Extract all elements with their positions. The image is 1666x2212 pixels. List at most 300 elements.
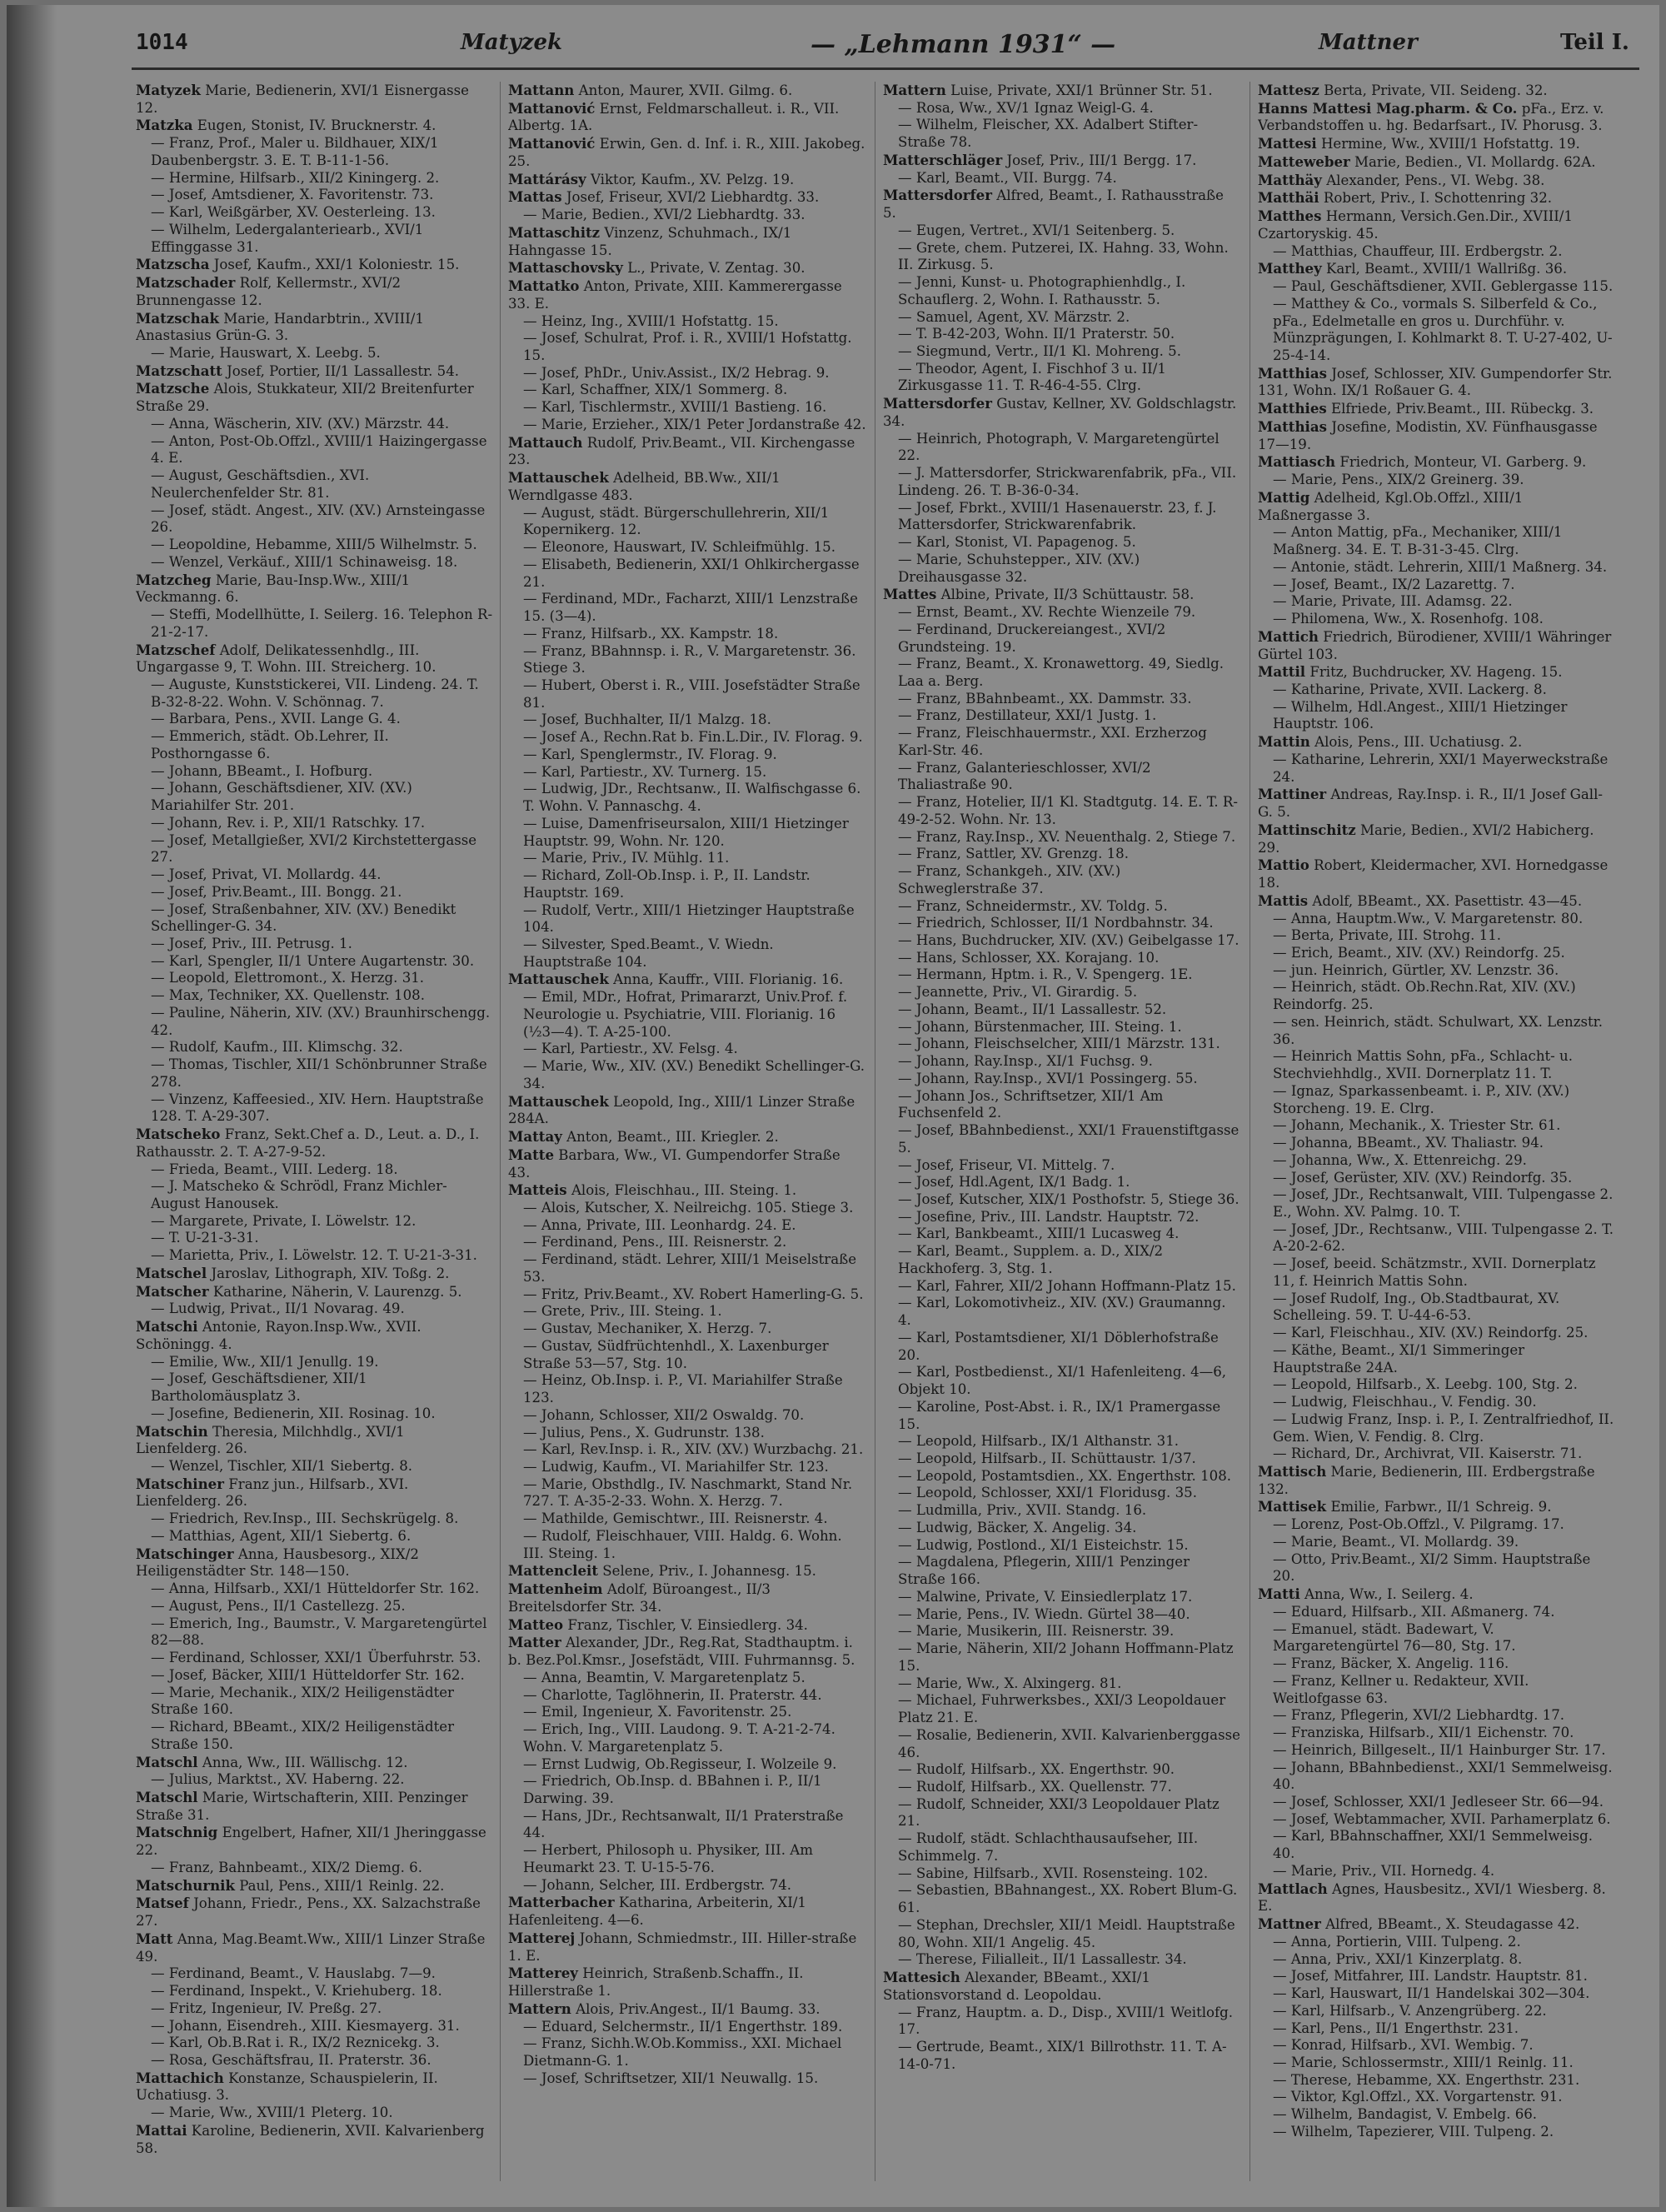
entry-text: — Franz, Beamt., X. Kronawettorg. 49, Siedlg. Laa a. Berg. (898, 656, 1225, 689)
entry-text: — Jenni, Kunst- u. Photographienhdlg., I. Schauflerg. 2, Wohn. I. Rathausstr. 5. (898, 274, 1186, 307)
entry-text: — Franz, BBahnnsp. i. R., V. Margaretenstr. 36. Stiege 3. (523, 642, 856, 677)
entry-text: — Ludmilla, Priv., XVII. Standg. 16. (898, 1502, 1147, 1519)
entry-text: — Franz, Fleischhauermstr., XXI. Erzherzog Karl-Str. 46. (898, 725, 1207, 758)
directory-entry (1258, 1725, 1616, 1742)
directory-entry (508, 867, 866, 901)
entry-text: — Marie, Ww., XIV. (XV.) Benedikt Schellinger-G. 34. (523, 1058, 865, 1091)
column-divider (500, 82, 501, 2181)
entry-text: — Mathilde, Gemischtwr., III. Reisnerstr. 4. (523, 1510, 828, 1527)
directory-entry (1258, 1655, 1616, 1673)
entry-surname: Matteis (508, 1181, 567, 1199)
directory-entry (136, 815, 494, 832)
page-edge-shadow (7, 5, 57, 2207)
entry-text: — Marie, Ww., XVIII/1 Pleterg. 10. (151, 2105, 393, 2121)
directory-entry (136, 416, 494, 433)
entry-text: — Paul, Geschäftsdiener, XVII. Geblergasse 115. (1273, 278, 1614, 295)
directory-entry (136, 1580, 494, 1598)
directory-entry (136, 1265, 494, 1283)
directory-entry (508, 1965, 866, 2000)
directory-entry (508, 764, 866, 781)
entry-surname: Mattisek (1258, 1498, 1327, 1515)
directory-entry (508, 1093, 866, 1128)
entry-text: — Josef, JDr., Rechtsanwalt, VIII. Tulpengasse 2. E., Wohn. XV. Palmg. 10. T. (1273, 1186, 1614, 1220)
directory-entry (136, 274, 494, 309)
directory-entry (1258, 1551, 1616, 1585)
entry-text: — Josef, Hdl.Agent, IX/1 Badg. 1. (898, 1174, 1130, 1191)
entry-text: Alexander, BBeamt., XXI/1 Stationsvorstand d. Leopoldau. (883, 1970, 1150, 2003)
entry-text: — Julius, Pens., X. Gudrunstr. 138. (523, 1424, 765, 1441)
directory-page (7, 5, 1659, 2207)
directory-entry (508, 1930, 866, 1965)
directory-entry (508, 816, 866, 850)
directory-entry (508, 1200, 866, 1217)
directory-entry (883, 361, 1241, 395)
entry-text: Rolf, Kellermstr., XVI/2 Brunnengasse 12. (136, 275, 402, 308)
entry-text: — Marie, Bedien., XVI/2 Liebhardtg. 33. (523, 207, 806, 223)
directory-entry (136, 1056, 494, 1091)
entry-text: — Josef A., Rechn.Rat b. Fin.L.Dir., IV. Florag. 9. (523, 729, 863, 746)
entry-text: — Karl, BBahnschaffner, XXI/1 Semmelweisg. 40. (1273, 1828, 1594, 1862)
entry-text: — Heinrich, Photograph, V. Margaretengürtel 22. (898, 430, 1220, 464)
entry-text: Konstanze, Schauspielerin, II. Uchatiusg. 3. (136, 2070, 438, 2104)
directory-entry (1258, 260, 1616, 278)
directory-entry (1258, 699, 1616, 733)
directory-entry (508, 1528, 866, 1562)
directory-entry (136, 1598, 494, 1615)
directory-entry (136, 1895, 494, 1930)
entry-text: — Emilie, Ww., XII/1 Jenullg. 19. (151, 1353, 379, 1370)
entry-text: — Heinrich, städt. Ob.Rechn.Rat, XIV. (XV.) Reindorfg. 25. (1273, 979, 1576, 1013)
directory-entry (508, 434, 866, 469)
directory-entry (883, 534, 1241, 552)
directory-entry (136, 1475, 494, 1510)
entry-text: — Magdalena, Pflegerin, XIII/1 Penzinger Straße 166. (898, 1554, 1190, 1588)
entry-text: — Jeannette, Priv., VI. Girardig. 5. (898, 984, 1138, 1001)
entry-text: Alois, Priv.Angest., II/1 Baumg. 33. (576, 2000, 821, 2017)
entry-text: Albine, Private, II/3 Schüttaustr. 58. (940, 587, 1195, 603)
entry-surname: Matzschatt (136, 362, 222, 379)
entry-text: — Matthey & Co., vormals S. Silberfeld & Co., pFa., Edelmetalle en gros u. Durchführ. v. Münzprägungen, I. Kohlmarkt 8. T. U-27-402, U-25-4-14. (1273, 295, 1613, 364)
entry-text: — Viktor, Kgl.Offzl., XX. Vorgartenstr. 91. (1273, 2089, 1563, 2105)
directory-entry (136, 1283, 494, 1301)
entry-text: — Leopold, Schlosser, XXI/1 Floridusg. 35. (898, 1485, 1197, 1501)
directory-entry (1258, 962, 1616, 980)
entry-text: — Karl, Postamtsdiener, XI/1 Döblerhofstraße 20. (898, 1329, 1219, 1363)
directory-entry (136, 1860, 494, 1877)
entry-text: Elfriede, Priv.Beamt., III. Rübeckg. 3. (1331, 401, 1594, 417)
entry-text: — Käthe, Beamt., XI/1 Simmeringer Hauptstraße 24A. (1273, 1341, 1525, 1376)
directory-entry (136, 1423, 494, 1458)
entry-text: — Franz, Hauptm. a. D., Disp., XVIII/1 Weitlofg. 17. (898, 2004, 1234, 2038)
entry-text: — Anna, Priv., XXI/1 Kinzerplatg. 8. (1273, 1950, 1523, 1967)
entry-text: — Karl, Partiestr., XV. Felsg. 4. (523, 1041, 738, 1057)
directory-entry (136, 1458, 494, 1475)
entry-text: — Eduard, Selchermstr., II/1 Engerthstr. 189. (523, 2018, 843, 2035)
directory-entry (508, 971, 866, 989)
entry-text: — Charlotte, Taglöhnerin, II. Praterstr. 44. (523, 1686, 822, 1703)
entry-surname: Mattlach (1258, 1880, 1328, 1897)
directory-entry (883, 465, 1241, 499)
directory-entry (883, 1122, 1241, 1156)
entry-text: — Karl, Spenglermstr., IV. Florag. 9. (523, 746, 777, 762)
directory-entry (1258, 1968, 1616, 1985)
directory-entry (883, 170, 1241, 187)
directory-entry (883, 1451, 1241, 1468)
directory-entry (883, 274, 1241, 308)
entry-text: — Heinrich Mattis Sohn, pFa., Schlacht- u. Stechviehhdlg., XVII. Dornerplatz 11. T. (1273, 1048, 1574, 1082)
entry-text: — Wilhelm, Ledergalanteriearb., XVI/1 Effinggasse 31. (151, 221, 424, 255)
directory-entry (883, 846, 1241, 863)
column-4 (1258, 82, 1616, 2181)
entry-text: — Malwine, Private, V. Einsiedlerplatz 17. (898, 1588, 1193, 1605)
column-2 (508, 82, 866, 2181)
directory-entry (1258, 979, 1616, 1013)
entry-text: — Marietta, Priv., I. Löwelstr. 12. T. U-21-3-31. (151, 1247, 477, 1264)
entry-text: — Rudolf, Vertr., XIII/1 Hietzinger Hauptstraße 104. (523, 901, 855, 936)
directory-entry (883, 343, 1241, 361)
entry-surname: Matzscha (136, 256, 210, 273)
directory-entry (1258, 207, 1616, 242)
directory-entry (136, 1983, 494, 2000)
entry-text: — Therese, Hebamme, XX. Engerthstr. 231. (1273, 2071, 1580, 2088)
entry-text: — Josef, BBahnbedienst., XXI/1 Frauenstiftgasse 5. (898, 1122, 1240, 1156)
entry-text: — Marie, Private, III. Adamsg. 22. (1273, 593, 1513, 610)
entry-text: Adelheid, Kgl.Ob.Offzl., XIII/1 Maßnergasse 3. (1258, 489, 1524, 523)
entry-text: — Karl, Fahrer, XII/2 Johann Hoffmann-Platz 15. (898, 1277, 1236, 1294)
directory-entry (136, 1247, 494, 1265)
directory-entry (1258, 189, 1616, 207)
directory-entry (136, 204, 494, 222)
directory-entry (136, 1685, 494, 1719)
directory-entry (508, 2035, 866, 2070)
directory-entry (136, 117, 494, 135)
entry-text: — Josef, Kutscher, XIX/1 Posthofstr. 5, Stiege 36. (898, 1191, 1240, 1207)
directory-entry (508, 539, 866, 557)
entry-text: — Johann, Fleischselcher, XIII/1 Märzstr. 131. (898, 1036, 1220, 1052)
entry-surname: Matschinger (136, 1545, 234, 1562)
directory-entry (508, 989, 866, 1041)
directory-entry (1258, 945, 1616, 962)
directory-entry (1258, 559, 1616, 577)
directory-entry (136, 936, 494, 953)
directory-entry (508, 1372, 866, 1406)
directory-entry (508, 729, 866, 746)
entry-text: — Matthias, Agent, XII/1 Siebertg. 6. (151, 1527, 412, 1544)
directory-entry (1258, 1985, 1616, 2003)
header-rule (132, 67, 1639, 70)
entry-text: — Anna, Hilfsarb., XXI/1 Hütteldorfer Str. 162. (151, 1580, 480, 1597)
entry-text: — Philomena, Ww., X. Rosenhofg. 108. (1273, 611, 1544, 627)
entry-text: — Franz, Pflegerin, XVI/2 Liebhardtg. 17. (1273, 1707, 1565, 1724)
directory-entry (1258, 2124, 1616, 2141)
directory-entry (508, 1562, 866, 1580)
entry-text: — Karl, Hilfsarb., V. Anzengrüberg. 22. (1273, 2002, 1547, 2019)
entry-text: — Gertrude, Beamt., XIX/1 Billrothstr. 11. T. A-14-0-71. (898, 2038, 1227, 2072)
entry-surname: Mattai (136, 2121, 187, 2139)
entry-text: Karoline, Bedienerin, XVII. Kalvarienberg 58. (136, 2122, 485, 2156)
directory-entry (136, 866, 494, 884)
entry-text: — Thomas, Tischler, XII/1 Schönbrunner Straße 278. (151, 1056, 487, 1090)
directory-entry (1258, 400, 1616, 418)
entry-surname: Matterschläger (883, 151, 1003, 168)
directory-entry (883, 1623, 1241, 1640)
entry-text: Paul, Pens., XIII/1 Reinlg. 22. (239, 1877, 445, 1894)
directory-entry (883, 1157, 1241, 1175)
directory-entry (1258, 2037, 1616, 2055)
directory-entry (508, 1321, 866, 1338)
entry-text: Marie, Bedien., VI. Mollardg. 62A. (1354, 153, 1596, 170)
entry-surname: Mattern (883, 82, 946, 98)
entry-text: — Grete, Priv., III. Steing. 1. (523, 1303, 722, 1320)
directory-entry (883, 984, 1241, 1001)
directory-entry (1258, 1534, 1616, 1551)
directory-entry (1258, 418, 1616, 453)
directory-entry (508, 1459, 866, 1476)
directory-entry (883, 1053, 1241, 1071)
entry-text: — Leopoldine, Hebamme, XIII/5 Wilhelmstr. 5. (151, 537, 477, 553)
directory-entry (508, 224, 866, 259)
directory-entry (883, 622, 1241, 656)
entry-text: — Alois, Kutscher, X. Neilreichg. 105. Stiege 3. (523, 1200, 854, 1216)
entry-surname: Matthäi (1258, 189, 1319, 207)
entry-surname: Matschin (136, 1422, 208, 1440)
directory-entry (883, 1330, 1241, 1364)
entry-text: — Anna, Wäscherin, XIV. (XV.) Märzstr. 44. (151, 415, 450, 432)
entry-text: — Ludwig, Bäcker, X. Angelig. 34. (898, 1519, 1137, 1535)
entry-surname: Matschnig (136, 1824, 218, 1841)
directory-entry (1258, 1325, 1616, 1342)
directory-entry (1258, 1446, 1616, 1463)
entry-surname: Matscheko (136, 1126, 221, 1143)
entry-text: — Rudolf, städt. Schlachthausaufseher, III. Schimmelg. 7. (898, 1830, 1199, 1864)
entry-text: — Hans, Buchdrucker, XIV. (XV.) Geibelgasse 17. (898, 931, 1240, 948)
entry-surname: Mattich (1258, 627, 1319, 645)
entry-text: — J. Matscheko & Schrödl, Franz Michler-August Hanousek. (151, 1178, 447, 1211)
directory-entry (1258, 2072, 1616, 2090)
entry-surname: Mattinschitz (1258, 821, 1356, 838)
entry-text: — Fritz, Ingenieur, IV. Preßg. 27. (151, 2000, 382, 2016)
entry-text: — Grete, chem. Putzerei, IX. Hahng. 33, Wohn. II. Zirkusg. 5. (898, 239, 1229, 273)
entry-text: Andreas, Ray.Insp. i. R., II/1 Josef Gall-G. 5. (1258, 786, 1604, 821)
entry-surname: Matschi (136, 1318, 198, 1336)
directory-entry (508, 712, 866, 729)
entry-text: — Leopold, Hilfsarb., X. Leebg. 100, Stg. 2. (1273, 1376, 1578, 1393)
entry-text: — Franz, Hilfsarb., XX. Kampstr. 18. (523, 625, 779, 642)
directory-entry (508, 505, 866, 539)
directory-entry (508, 677, 866, 712)
entry-text: Josef, Kaufm., XXI/1 Koloniestr. 15. (213, 257, 460, 273)
entry-surname: Matteo (508, 1615, 564, 1633)
directory-entry (883, 1537, 1241, 1555)
directory-entry (1258, 1463, 1616, 1498)
entry-text: — Karl, Stonist, VI. Papagenog. 5. (898, 534, 1136, 551)
directory-entry (883, 725, 1241, 759)
entry-text: — Anton, Post-Ob.Offzl., XVIII/1 Haizingergasse 4. E. (151, 432, 487, 467)
directory-entry (136, 2000, 494, 2018)
directory-entry (508, 1510, 866, 1528)
directory-entry (883, 966, 1241, 984)
entry-text: — August, städt. Bürgerschullehrerin, XII/1 Kopernikerg. 12. (523, 504, 830, 538)
entry-surname: Mattesi (1258, 135, 1317, 152)
directory-entry (508, 1286, 866, 1304)
directory-entry (883, 1882, 1241, 1916)
entry-text: — Franz, Galanterieschlosser, XVI/2 Thaliastraße 90. (898, 759, 1151, 793)
entry-text: — Josef, Privat, VI. Mollardg. 44. (151, 866, 382, 883)
entry-text: — Josef, PhDr., Univ.Assist., IX/2 Hebrag. 9. (523, 364, 830, 381)
entry-text: — Eduard, Hilfsarb., XII. Aßmanerg. 74. (1273, 1603, 1555, 1620)
directory-entry (1258, 1083, 1616, 1117)
entry-text: — Josef, Mitfahrer, III. Landstr. Hauptstr. 81. (1273, 1968, 1588, 1985)
directory-entry (1258, 751, 1616, 786)
directory-entry (883, 1951, 1241, 1969)
directory-entry (508, 2070, 866, 2088)
entry-text: Engelbert, Hafner, XII/1 Jheringgasse 22. (136, 1825, 486, 1859)
right-keyword: Mattner (1319, 30, 1418, 55)
directory-entry (1258, 786, 1616, 821)
entry-text: Josef, Schlosser, XIV. Gumpendorfer Str. 131, Wohn. IX/1 Roßauer G. 4. (1258, 365, 1613, 399)
directory-entry (508, 1128, 866, 1146)
entry-text: — Wilhelm, Tapezierer, VIII. Tulpeng. 2. (1273, 2123, 1554, 2140)
entry-text: — Johann, Rev. i. P., XII/1 Ratschky. 17. (151, 814, 426, 831)
entry-text: — Matthias, Chauffeur, III. Erdbergstr. 2. (1273, 242, 1563, 259)
entry-text: — Emmerich, städt. Ob.Lehrer, II. Posthorngasse 6. (151, 728, 389, 761)
directory-entry (883, 1830, 1241, 1865)
entry-surname: Mattesich (883, 1969, 960, 1986)
directory-entry (508, 399, 866, 417)
entry-text: Alois, Stukkateur, XII/2 Breitenfurter Straße 29. (136, 381, 474, 415)
directory-entry (883, 1036, 1241, 1053)
directory-entry (883, 1502, 1241, 1520)
directory-entry (1258, 172, 1616, 190)
directory-entry (508, 1476, 866, 1510)
entry-text: — Josef, Schriftsetzer, XII/1 Neuwallg. 15. (523, 2070, 819, 2086)
entry-text: — Ferdinand, Pens., III. Reisnerstr. 2. (523, 1234, 787, 1251)
directory-entry (1258, 2003, 1616, 2020)
entry-text: — Johann, Selcher, III. Erdbergstr. 74. (523, 1876, 792, 1893)
entry-text: — Katharine, Private, XVII. Lackerg. 8. (1273, 681, 1547, 697)
entry-text: Adolf, BBeamt., XX. Pasettistr. 43—45. (1312, 892, 1583, 909)
entry-text: — Anton Mattig, pFa., Mechaniker, XIII/1 Maßnerg. 34. E. T. B-31-3-45. Clrg. (1273, 524, 1563, 558)
entry-text: — Rudolf, Hilfsarb., XX. Engerthstr. 90. (898, 1761, 1175, 1778)
entry-text: — Karl, Fleischhau., XIV. (XV.) Reindorfg. 25. (1273, 1325, 1589, 1341)
entry-text: — Heinz, Ob.Insp. i. P., VI. Mariahilfer Straße 123. (523, 1372, 843, 1406)
entry-surname: Matt (136, 1930, 173, 1947)
entry-text: — Ludwig, Postlond., XI/1 Eisteichstr. 15. (898, 1536, 1189, 1553)
directory-entry (508, 100, 866, 135)
directory-entry (136, 1754, 494, 1772)
directory-entry (1258, 1707, 1616, 1725)
entry-surname: Mattern (508, 2000, 571, 2017)
entry-text: Marie, Bedienerin, III. Erdbergstraße 132. (1258, 1464, 1595, 1497)
entry-surname: Mattersdorfer (883, 187, 992, 204)
entry-text: Alexander, JDr., Reg.Rat, Stadthauptm. i. b. Bez.Pol.Kmsr., Josefstädt, VIII. Fuhrmannsg. 5. (508, 1635, 855, 1669)
directory-entry (136, 1371, 494, 1405)
directory-entry (136, 380, 494, 415)
entry-text: — Karl, Tischlermstr., XVIII/1 Bastieng. 16. (523, 399, 827, 416)
directory-entry (508, 82, 866, 100)
entry-text: — Josef, Amtsdiener, X. Favoritenstr. 73. (151, 187, 434, 203)
entry-text: — Josef, Priv., III. Petrusg. 1. (151, 935, 352, 951)
entry-text: — Erich, Ing., VIII. Laudong. 9. T. A-21-2-74. Wohn. V. Margaretenplatz 5. (523, 1721, 835, 1755)
directory-entry (883, 187, 1241, 222)
entry-text: Antonie, Rayon.Insp.Ww., XVII. Schöningg. 4. (136, 1319, 421, 1352)
directory-entry (883, 898, 1241, 916)
entry-text: — Emanuel, städt. Badewart, V. Margaretengürtel 76—80, Stg. 17. (1273, 1620, 1516, 1655)
directory-entry (136, 2070, 494, 2105)
entry-surname: Matteweber (1258, 152, 1350, 170)
directory-entry (136, 1719, 494, 1753)
entry-text: Marie, Bedienerin, XVI/1 Eisnergasse 12. (136, 82, 469, 116)
entry-text: — Johann, Bürstenmacher, III. Steing. 1. (898, 1018, 1182, 1035)
entry-text: — Josef, Straßenbahner, XIV. (XV.) Benedikt Schellinger-G. 34. (151, 901, 456, 935)
directory-entry (136, 222, 494, 256)
directory-entry (1258, 892, 1616, 911)
directory-entry (883, 1917, 1241, 1951)
directory-entry (136, 1877, 494, 1895)
directory-entry (1258, 1516, 1616, 1534)
entry-text: — Frieda, Beamt., VIII. Lederg. 18. (151, 1161, 398, 1177)
entry-text: Robert, Priv., I. Schottenring 32. (1323, 190, 1553, 207)
entry-text: — Karl, Weißgärber, XV. Oesterleing. 13. (151, 204, 436, 221)
directory-entry (136, 170, 494, 187)
directory-entry (508, 1441, 866, 1459)
directory-entry (1258, 1170, 1616, 1187)
entry-text: — Otto, Priv.Beamt., XI/2 Simm. Hauptstraße 20. (1273, 1550, 1591, 1585)
directory-entry (136, 607, 494, 641)
entry-surname: Matschel (136, 1264, 207, 1281)
directory-entry (508, 1058, 866, 1092)
directory-entry (883, 1606, 1241, 1624)
directory-entry (136, 1667, 494, 1685)
directory-entry (508, 1634, 866, 1669)
entry-text: — Ludwig, Kaufm., VI. Mariahilfer Str. 123. (523, 1459, 829, 1475)
entry-text: — Steffi, Modellhütte, I. Seilerg. 16. Telephon R-21-2-17. (151, 607, 493, 640)
directory-entry (1258, 1152, 1616, 1170)
directory-entry (883, 82, 1241, 100)
entry-text: — Rudolf, Schneider, XXI/3 Leopoldauer Platz 21. (898, 1795, 1220, 1830)
entry-text: — Friedrich, Schlosser, II/1 Nordbahnstr. 34. (898, 915, 1214, 931)
directory-entry (508, 1580, 866, 1615)
entry-text: — Marie, Näherin, XII/2 Johann Hoffmann-Platz 15. (898, 1640, 1234, 1674)
entry-text: — Marie, Schuhstepper., XIV. (XV.) Dreihausgasse 32. (898, 551, 1140, 585)
directory-entry (1258, 1256, 1616, 1290)
entry-text: Luise, Private, XXI/1 Brünner Str. 51. (950, 82, 1213, 98)
directory-entry (883, 915, 1241, 932)
directory-entry (1258, 243, 1616, 261)
directory-entry (136, 1005, 494, 1039)
directory-entry (1258, 1760, 1616, 1794)
entry-surname: Matte (508, 1146, 555, 1163)
directory-entry (883, 932, 1241, 950)
entry-text: — Josefine, Priv., III. Landstr. Hauptstr. 72. (898, 1208, 1200, 1225)
directory-entry (1258, 472, 1616, 489)
directory-entry (136, 2018, 494, 2035)
entry-surname: Mattiasch (1258, 453, 1336, 471)
entry-text: — Josef, Gerüster, XIV. (XV.) Reindorfg. 35. (1273, 1169, 1573, 1186)
directory-entry (508, 902, 866, 936)
entry-text: — Leopold, Hilfsarb., II. Schüttaustr. 1/37. (898, 1451, 1196, 1467)
entry-surname: Mattis (1258, 891, 1309, 909)
directory-entry (1258, 1186, 1616, 1221)
directory-entry (883, 1399, 1241, 1433)
entry-text: Ernst, Feldmarschalleut. i. R., VII. Albertg. 1A. (508, 100, 840, 134)
directory-entry (1258, 821, 1616, 856)
directory-entry (1258, 365, 1616, 400)
directory-entry (508, 1338, 866, 1372)
entry-text: — Ferdinand, Inspekt., V. Kriehuberg. 18. (151, 1983, 442, 2000)
entry-text: Anna, Mag.Beamt.Ww., XIII/1 Linzer Straße 49. (136, 1930, 486, 1965)
directory-entry (136, 677, 494, 711)
